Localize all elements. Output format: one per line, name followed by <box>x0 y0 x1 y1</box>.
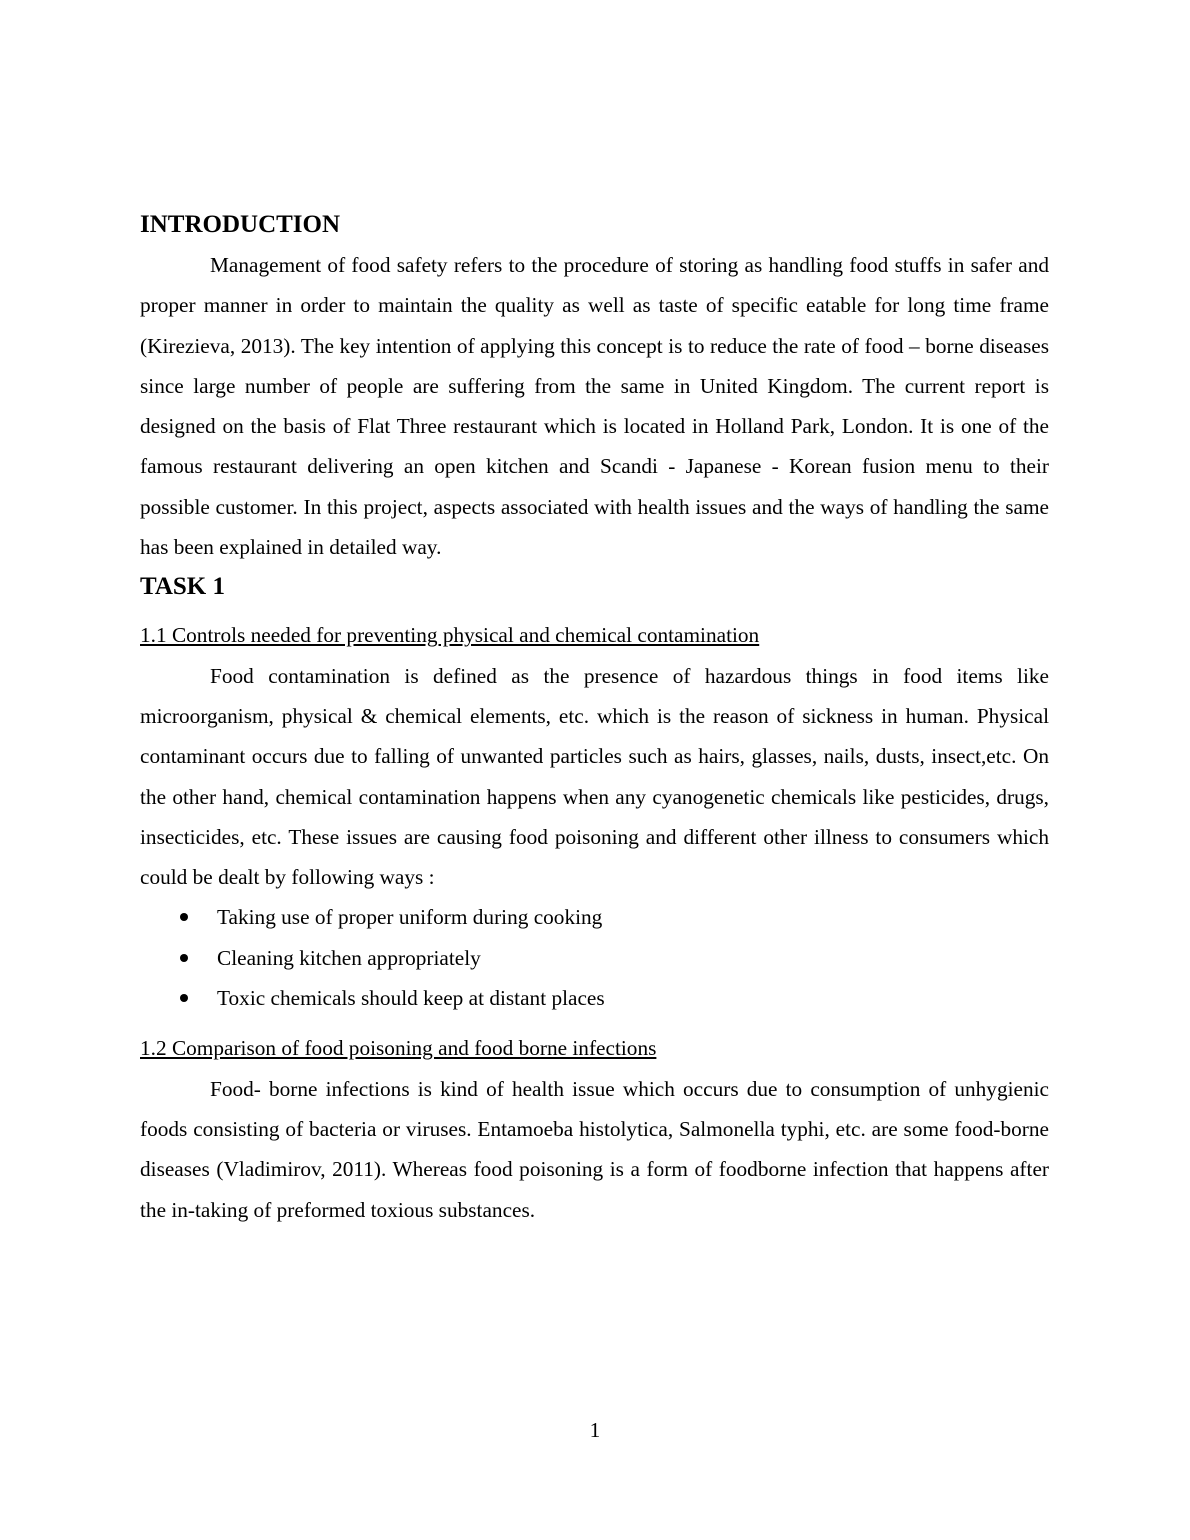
introduction-paragraph: Management of food safety refers to the procedure of storing as handling food stuffs in safer and proper manner in order to maintain the quality as well as taste of specific eatable for long time frame (Kirezieva, 2013). The key intention of applying this concept is to reduce the rate of food – borne diseases since large number of people are suffering from the same in United Kingdom. The current report is designed on the basis of Flat Three restaurant which is located in Holland Park, London. It is one of the famous restaurant delivering an open kitchen and Scandi - Japanese - Korean fusion menu to their possible customer. In this project, aspects associated with health issues and the ways of handling the same has been explained in detailed way. <box>140 253 1049 560</box>
introduction-heading: INTRODUCTION <box>140 211 341 238</box>
bullet-icon <box>180 913 188 921</box>
controls-bullet-list <box>140 897 1049 1018</box>
bullet-icon <box>180 994 188 1002</box>
list-item <box>140 938 1049 978</box>
list-item <box>140 978 1049 1018</box>
list-item <box>140 897 1049 937</box>
page-number: 1 <box>589 1418 601 1442</box>
list-item-text: Cleaning kitchen appropriately <box>217 945 481 970</box>
list-item-text: Taking use of proper uniform during cooking <box>217 905 603 930</box>
task1-heading: TASK 1 <box>140 573 225 601</box>
bullet-icon <box>180 954 188 962</box>
section-1-1-heading: 1.1 Controls needed for preventing physical and chemical contamination <box>140 623 760 648</box>
document-page <box>140 205 1049 1230</box>
section-1-1-paragraph: Food contamination is defined as the presence of hazardous things in food items like microorganism, physical & chemical elements, etc. which is the reason of sickness in human. Physical contaminant occurs due to falling of unwanted particles such as hairs, glasses, nails, dusts, insect,etc. On the other hand, chemical contamination happens when any cyanogenetic chemicals like pesticides, drugs, insecticides, etc. These issues are causing food poisoning and different other illness to consumers which could be dealt by following ways : <box>140 663 1049 890</box>
section-1-2-heading: 1.2 Comparison of food poisoning and food borne infections <box>140 1036 657 1061</box>
section-1-2-paragraph: Food- borne infections is kind of health issue which occurs due to consumption of unhygienic foods consisting of bacteria or viruses. Entamoeba histolytica, Salmonella typhi, etc. are some food-borne diseases (Vladimirov, 2011). Whereas food poisoning is a form of foodborne infection that happens after the in-taking of preformed toxious substances. <box>140 1076 1049 1222</box>
list-item-text: Toxic chemicals should keep at distant places <box>217 986 605 1011</box>
